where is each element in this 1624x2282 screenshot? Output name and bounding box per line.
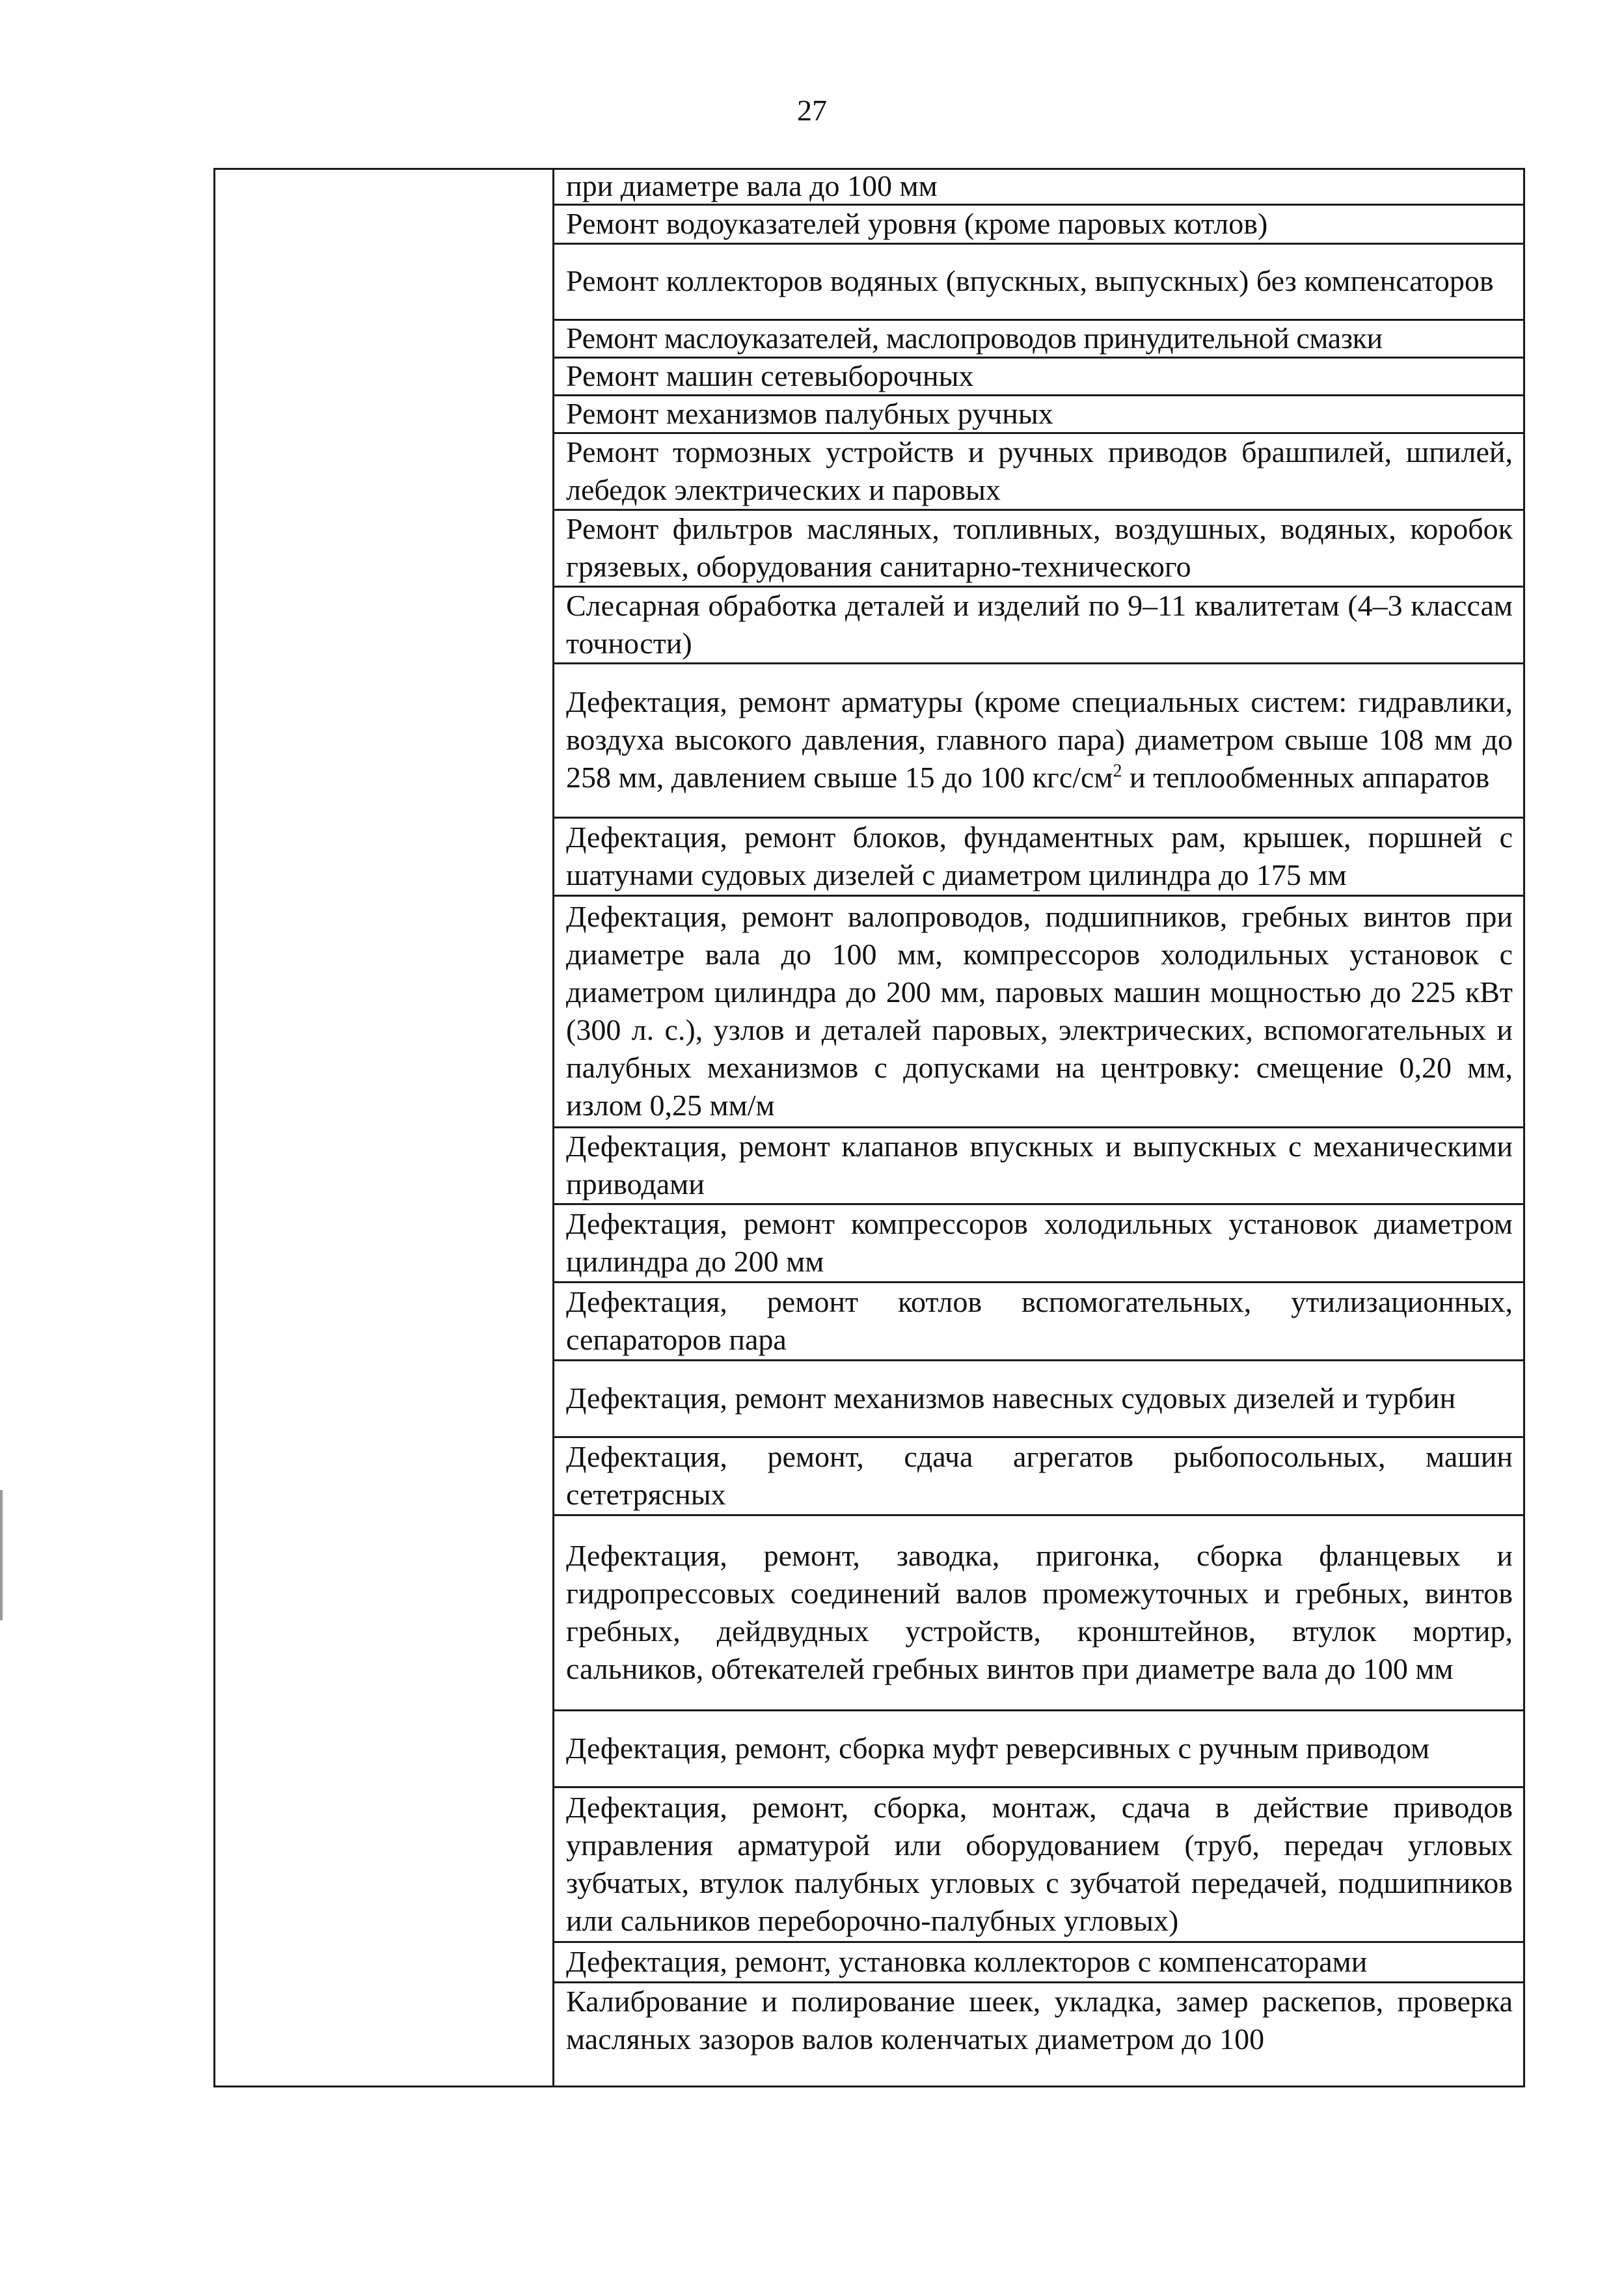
row-text: Ремонт машин сетевыборочных (566, 359, 974, 392)
table-row (554, 1205, 1523, 1283)
row-text: Дефектация, ремонт клапанов впускных и выпускных с механическими приводами (566, 1129, 1513, 1201)
row-text: Дефектация, ремонт, сдача агрегатов рыбопосольных, машин сететрясных (566, 1439, 1513, 1511)
table-row (554, 245, 1523, 321)
table-row (554, 588, 1523, 664)
row-text-part: Дефектация, ремонт арматуры (кроме специальных систем: гидравлики, воздуха высокого давления, главного пара) диаметром свыше 108 мм до 258 мм, давлением свыше 15 до 100 кгс/см (566, 685, 1513, 794)
row-text-part: и теплообменных аппаратов (1122, 761, 1490, 794)
row-text: Дефектация, ремонт валопроводов, подшипников, гребных винтов при диаметре вала до 100 мм, компрессоров холодильных установок с диаметром цилиндра до 200 мм, паровых машин мощностью до 225 кВт (300 л. с.), узлов и деталей паровых, электрических, вспомогательных и палубных механизмов с допусками на центровку: смещение 0,20 мм, излом 0,25 мм/м (566, 899, 1513, 1122)
row-text: Дефектация, ремонт, установка коллекторов с компенсаторами (566, 1944, 1368, 1978)
row-text: Ремонт фильтров масляных, топливных, воздушных, водяных, коробок грязевых, оборудования санитарно-технического (566, 511, 1513, 583)
table-row (554, 396, 1523, 434)
superscript: 2 (1113, 761, 1122, 781)
table-row (554, 1943, 1523, 1983)
table-row (554, 1788, 1523, 1943)
scan-edge-mark (0, 1490, 3, 1620)
row-text: Слесарная обработка деталей и изделий по 9–11 квалитетам (4–3 классам точности) (566, 588, 1513, 660)
table-row (554, 819, 1523, 897)
table-row (554, 1361, 1523, 1438)
table-row (554, 511, 1523, 588)
table-row (554, 1128, 1523, 1205)
table-row (554, 1438, 1523, 1516)
row-text: Ремонт водоуказателей уровня (кроме паровых котлов) (566, 206, 1268, 240)
table-row (554, 897, 1523, 1128)
row-text: Калибрование и полирование шеек, укладка, замер раскепов, проверка масляных зазоров валов коленчатых диаметром до 100 (566, 1985, 1513, 2056)
row-text: Дефектация, ремонт, сборка, монтаж, сдача в действие приводов управления арматурой или оборудованием (труб, передач угловых зубчатых, втулок палубных угловых с зубчатой передачей, подшипников или сальников переборочно-палубных угловых) (566, 1790, 1513, 1937)
row-text: Ремонт маслоуказателей, маслопроводов принудительной смазки (566, 321, 1383, 355)
row-text: Дефектация, ремонт, сборка муфт реверсивных с ручным приводом (566, 1731, 1430, 1765)
table-left-column (215, 170, 554, 2085)
row-text: Дефектация, ремонт компрессоров холодильных установок диаметром цилиндра до 200 мм (566, 1206, 1513, 1278)
row-text: Ремонт коллекторов водяных (впускных, выпускных) без компенсаторов (566, 264, 1494, 297)
table-row (554, 664, 1523, 819)
table-row (554, 1983, 1523, 2059)
table-row (554, 1516, 1523, 1711)
table-row (554, 1711, 1523, 1788)
table-row (554, 434, 1523, 511)
row-text: Дефектация, ремонт механизмов навесных судовых дизелей и турбин (566, 1381, 1456, 1415)
row-text: при диаметре вала до 100 мм (566, 170, 938, 202)
document-table (213, 168, 1525, 2087)
table-row (554, 206, 1523, 245)
table-row (554, 1283, 1523, 1361)
row-text: Ремонт тормозных устройств и ручных приводов брашпилей, шпилей, лебедок электрических и паровых (566, 435, 1513, 506)
table-row (554, 359, 1523, 396)
table-row (554, 321, 1523, 359)
table-row (554, 170, 1523, 206)
row-text (566, 683, 1513, 796)
row-text: Дефектация, ремонт, заводка, пригонка, сборка фланцевых и гидропрессовых соединений валов промежуточных и гребных, винтов гребных, дейдвудных устройств, кронштейнов, втулок мортир, сальников, обтекателей гребных винтов при диаметре вала до 100 мм (566, 1538, 1513, 1685)
page-number: 27 (797, 94, 827, 127)
table-right-column (554, 170, 1523, 2085)
row-text: Дефектация, ремонт котлов вспомогательных, утилизационных, сепараторов пара (566, 1284, 1513, 1356)
row-text: Ремонт механизмов палубных ручных (566, 396, 1053, 430)
row-text: Дефектация, ремонт блоков, фундаментных рам, крышек, поршней с шатунами судовых дизелей с диаметром цилиндра до 175 мм (566, 820, 1513, 891)
